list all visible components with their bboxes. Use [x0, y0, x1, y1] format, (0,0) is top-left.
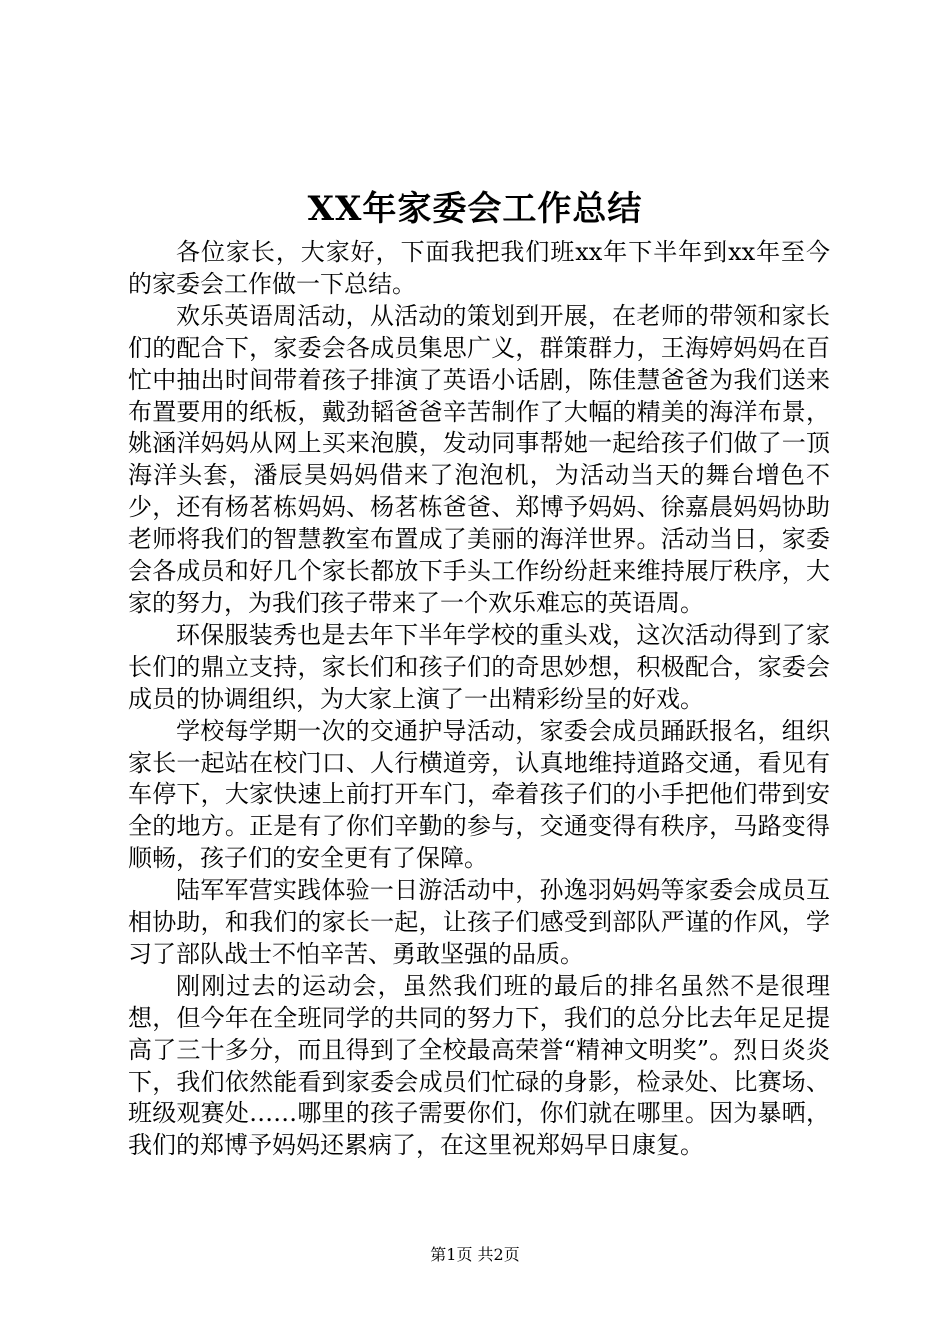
paragraph-army-camp: 陆军军营实践体验一日游活动中，孙逸羽妈妈等家委会成员互相协助，和我们的家长一起，让孩子们感受到部队严谨的作风，学习了部队战士不怕辛苦、勇敢坚强的品质。	[128, 876, 830, 968]
document-body	[128, 237, 830, 1162]
paragraph-traffic-guard: 学校每学期一次的交通护导活动，家委会成员踊跃报名，组织家长一起站在校门口、人行横道旁，认真地维持道路交通，看见有车停下，大家快速上前打开车门，牵着孩子们的小手把他们带到安全的地方。正是有了你们辛勤的参与，交通变得有秩序，马路变得顺畅，孩子们的安全更有了保障。	[128, 716, 830, 873]
page-number-footer: 第1页 共2页	[430, 1245, 520, 1264]
paragraph-greeting: 各位家长，大家好，下面我把我们班xx年下半年到xx年至今的家委会工作做一下总结。	[128, 238, 830, 298]
document-title: XX年家委会工作总结	[307, 189, 643, 229]
paragraph-eco-fashion-show: 环保服装秀也是去年下半年学校的重头戏，这次活动得到了家长们的鼎立支持，家长们和孩子们的奇思妙想，积极配合，家委会成员的协调组织，为大家上演了一出精彩纷呈的好戏。	[128, 620, 830, 713]
paragraph-english-week: 欢乐英语周活动，从活动的策划到开展，在老师的带领和家长们的配合下，家委会各成员集思广义，群策群力，王海婷妈妈在百忙中抽出时间带着孩子排演了英语小话剧，陈佳慧爸爸为我们送来布置要用的纸板，戴劲韬爸爸辛苦制作了大幅的精美的海洋布景，姚涵洋妈妈从网上买来泡膜，发动同事帮她一起给孩子们做了一顶海洋头套，潘辰昊妈妈借来了泡泡机，为活动当天的舞台增色不少，还有杨茗栋妈妈、杨茗栋爸爸、郑博予妈妈、徐嘉晨妈妈协助老师将我们的智慧教室布置成了美丽的海洋世界。活动当日，家委会各成员和好几个家长都放下手头工作纷纷赶来维持展厅秩序，大家的努力，为我们孩子带来了一个欢乐难忘的英语周。	[128, 301, 830, 617]
paragraph-sports-meet: 刚刚过去的运动会，虽然我们班的最后的排名虽然不是很理想，但今年在全班同学的共同的努力下，我们的总分比去年足足提高了三十多分，而且得到了全校最高荣誉“精神文明奖”。烈日炎炎下，我们依然能看到家委会成员们忙碌的身影，检录处、比赛场、班级观赛处……哪里的孩子需要你们，你们就在哪里。因为暴晒，我们的郑博予妈妈还累病了，在这里祝郑妈早日康复。	[128, 971, 830, 1160]
